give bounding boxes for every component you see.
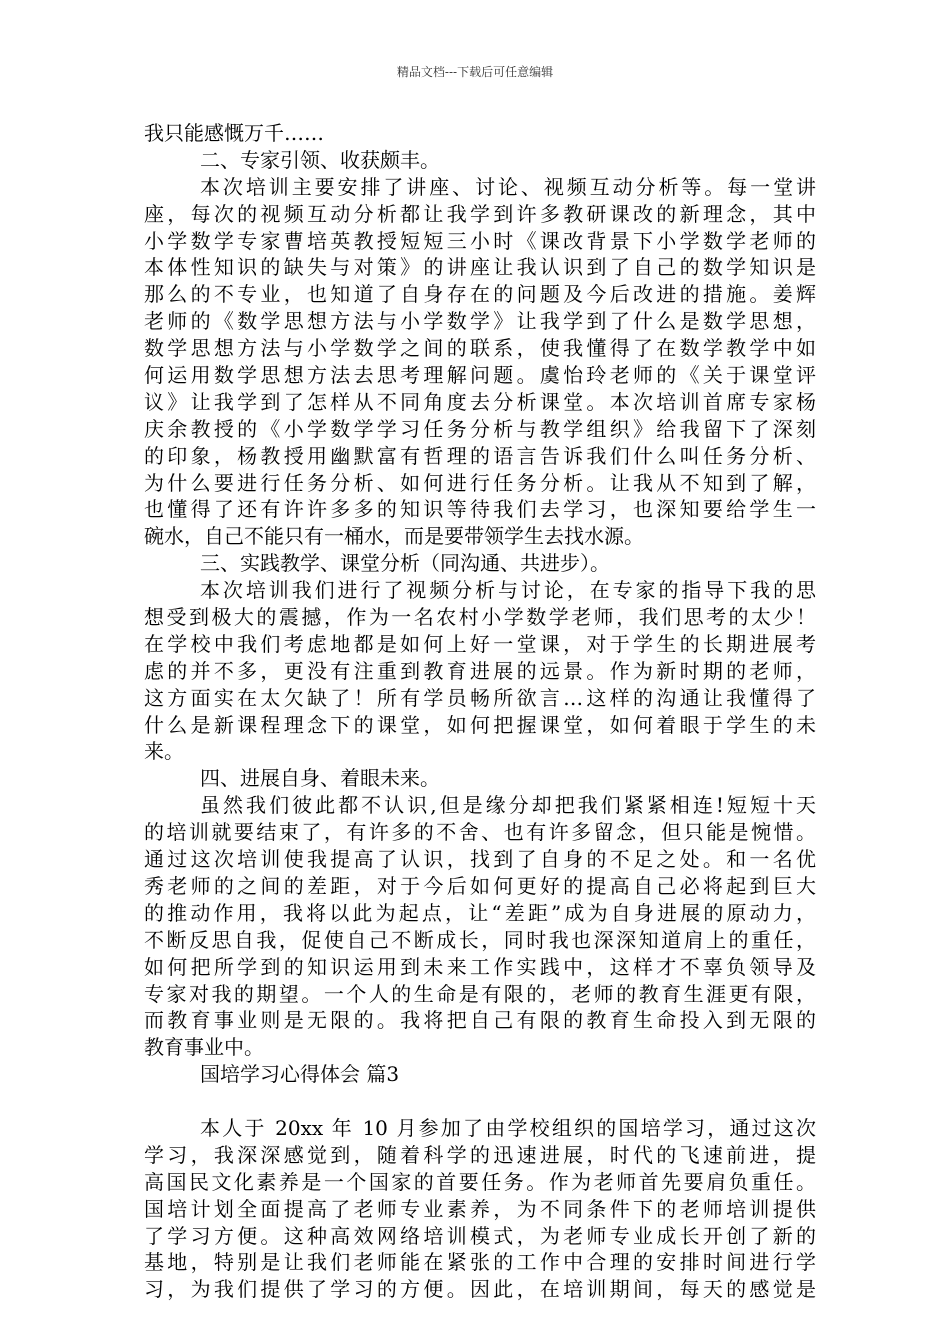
text-line: 那么的不专业，也知道了自身存在的问题及今后改进的措施。姜辉 bbox=[144, 282, 816, 307]
blank-line bbox=[144, 1088, 816, 1115]
text-line: 庆余教授的《小学数学学习任务分析与教学组织》给我留下了深刻 bbox=[144, 416, 816, 441]
text-line: 本体性知识的缺失与对策》的讲座让我认识到了自己的数学知识是 bbox=[144, 255, 816, 280]
text-line: 习，为我们提供了学习的方便。因此，在培训期间，每天的感觉是 bbox=[144, 1277, 816, 1302]
text-line: 如何把所学到的知识运用到未来工作实践中，这样才不辜负领导及 bbox=[144, 954, 816, 979]
text-line: 教育事业中。 bbox=[144, 1035, 264, 1060]
page-header: 精品文档---下载后可任意编辑 bbox=[396, 65, 554, 79]
text-line: 学习，我深深感觉到，随着科学的迅速进展，时代的飞速前进，提 bbox=[144, 1142, 816, 1167]
text-line: 虽然我们彼此都不认识,但是缘分却把我们紧紧相连!短短十天 bbox=[200, 793, 816, 818]
text-line: 议》让我学到了怎样从不同角度去分析课堂。本次培训首席专家杨 bbox=[144, 389, 816, 414]
text-line: 的推动作用，我将以此为起点，让“差距”成为自身进展的原动力， bbox=[144, 900, 816, 925]
text-line: 何运用数学思想方法去思考理解问题。虞怡玲老师的《关于课堂评 bbox=[144, 363, 816, 388]
text-line: 碗水，自己不能只有一桶水，而是要带领学生去找水源。 bbox=[144, 524, 644, 549]
text-line: 这方面实在太欠缺了！所有学员畅所欲言…这样的沟通让我懂得了 bbox=[144, 685, 816, 710]
text-line: 基地，特别是让我们老师能在紧张的工作中合理的安排时间进行学 bbox=[144, 1250, 816, 1275]
text-line: 本次培训主要安排了讲座、讨论、视频互动分析等。每一堂讲 bbox=[200, 174, 816, 199]
text-line: 小学数学专家曹培英教授短短三小时《课改背景下小学数学老师的 bbox=[144, 228, 816, 253]
text-line: 国培学习心得体会 篇3 bbox=[200, 1062, 400, 1087]
text-line: 的培训就要结束了，有许多的不舍、也有许多留念，但只能是惋惜。 bbox=[144, 820, 816, 845]
document-body bbox=[144, 120, 816, 1303]
text-line: 了学习方便。这种高效网络培训模式，为老师专业成长开创了新的 bbox=[144, 1223, 816, 1248]
text-line: 我只能感慨万千…… bbox=[144, 121, 324, 145]
text-line: 四、进展自身、着眼未来。 bbox=[200, 766, 440, 791]
text-line: 虑的并不多，更没有注重到教育进展的远景。作为新时期的老师， bbox=[144, 658, 816, 683]
text-line: 也懂得了还有许许多多的知识等待我们去学习，也深知要给学生一 bbox=[144, 497, 816, 522]
text-line: 为什么要进行任务分析、如何进行任务分析。让我从不知到了解， bbox=[144, 470, 816, 495]
text-line: 老师的《数学思想方法与小学数学》让我学到了什么是数学思想， bbox=[144, 309, 816, 334]
text-line: 不断反思自我，促使自己不断成长，同时我也深深知道肩上的重任， bbox=[144, 927, 816, 952]
text-line: 数学思想方法与小学数学之间的联系，使我懂得了在数学教学中如 bbox=[144, 336, 816, 361]
text-line: 国培计划全面提高了老师专业素养，为不同条件下的老师培训提供 bbox=[144, 1196, 816, 1221]
text-line: 二、专家引领、收获颇丰。 bbox=[200, 147, 440, 172]
text-line: 在学校中我们考虑地都是如何上好一堂课，对于学生的长期进展考 bbox=[144, 631, 816, 656]
text-line: 想受到极大的震撼，作为一名农村小学数学老师，我们思考的太少！ bbox=[144, 605, 816, 630]
text-line: 高国民文化素养是一个国家的首要任务。作为老师首先要肩负重任。 bbox=[144, 1169, 816, 1194]
text-line: 来。 bbox=[144, 739, 184, 764]
text-line: 座，每次的视频互动分析都让我学到许多教研课改的新理念，其中 bbox=[144, 201, 816, 226]
text-line: 通过这次培训使我提高了认识，找到了自身的不足之处。和一名优 bbox=[144, 847, 816, 872]
text-line: 而教育事业则是无限的。我将把自己有限的教育生命投入到无限的 bbox=[144, 1008, 816, 1033]
text-line: 本人于 20xx 年 10 月参加了由学校组织的国培学习，通过这次 bbox=[200, 1115, 816, 1140]
text-line: 秀老师的之间的差距，对于今后如何更好的提高自己必将起到巨大 bbox=[144, 873, 816, 898]
text-line: 三、实践教学、课堂分析（同沟通、共进步）。 bbox=[200, 551, 610, 576]
text-line: 专家对我的期望。一个人的生命是有限的，老师的教育生涯更有限， bbox=[144, 981, 816, 1006]
text-line: 什么是新课程理念下的课堂，如何把握课堂，如何着眼于学生的未 bbox=[144, 712, 816, 737]
text-line: 的印象，杨教授用幽默富有哲理的语言告诉我们什么叫任务分析、 bbox=[144, 443, 816, 468]
text-line: 本次培训我们进行了视频分析与讨论，在专家的指导下我的思 bbox=[200, 578, 816, 603]
